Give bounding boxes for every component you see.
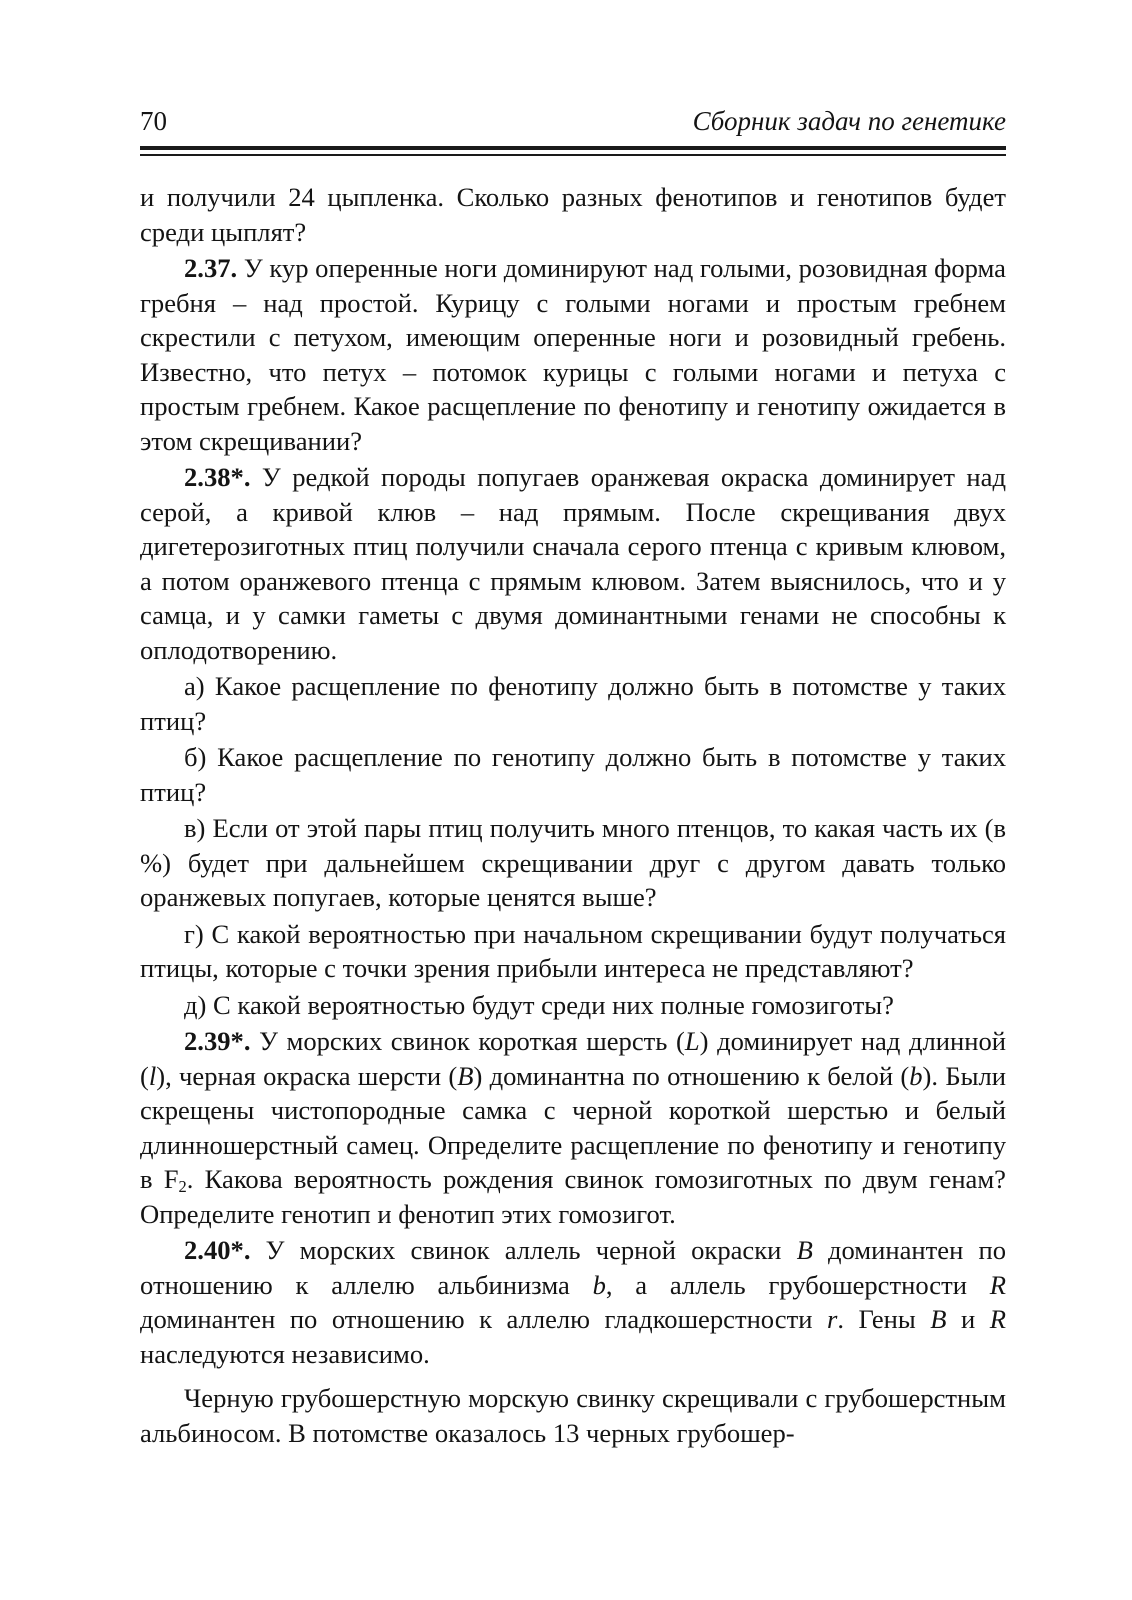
allele-symbol: B [796,1235,813,1265]
subquestion-text: г) С какой вероятностью при начальном скрещивании будут получаться птицы, которые с точки зрения прибыли интереса не представляют? [140,918,1006,983]
subquestion-g [140,917,1006,986]
header-rule-thick [140,146,1006,150]
problem-number: 2.38*. [184,462,251,492]
text-run: доминантен по отношению к аллелю гладкошерстности [140,1304,827,1334]
text-run: и [946,1304,990,1334]
allele-symbol: B [930,1304,947,1334]
text-run: ) доминирует над длинной ( [140,1026,1006,1091]
allele-symbol: B [457,1060,474,1091]
text-run: ) доминантна по отношению к белой ( [473,1060,910,1091]
page-content [140,180,1006,1450]
subquestion-b [140,740,1006,809]
allele-symbol: R [989,1269,1006,1300]
subquestion-text: д) С какой вероятностью будут среди них полные гомозиготы? [184,989,894,1020]
header-rule-thin [140,154,1006,156]
subquestion-d [140,988,1006,1023]
subquestion-a [140,669,1006,738]
problem-2-38 [140,460,1006,667]
problem-number: 2.40*. [184,1235,251,1265]
text-run: наследуются независимо. [140,1338,430,1369]
subquestion-text: а) Какое расщепление по фенотипу должно быть в потомстве у таких птиц? [140,671,1006,736]
paragraph-continuation [140,180,1006,249]
running-title: Сборник задач по генетике [692,106,1006,136]
subquestion-v [140,811,1006,915]
text-run: , а аллель грубошерстности [605,1269,990,1300]
text-run: . Какова вероятность рождения свинок гомозиготных по двум генам? Определите генотип и фенотип этих гомозигот. [140,1164,1006,1229]
text-run: . Гены [837,1304,931,1334]
allele-symbol: b [909,1060,923,1091]
allele-symbol: R [989,1304,1007,1334]
text-run: У морских свинок короткая шерсть ( [250,1026,685,1056]
problem-2-40-continuation [140,1381,1006,1450]
subquestion-text: б) Какое расщепление по генотипу должно быть в потомстве у таких птиц? [140,742,1006,807]
problem-number: 2.39*. [184,1026,251,1056]
allele-symbol: l [148,1060,157,1091]
problem-2-37 [140,251,1006,458]
subquestion-text: в) Если от этой пары птиц получить много птенцов, то какая часть их (в %) будет при дальнейшем скрещивании друг с другом давать только оранжевых попугаев, которые ценятся выше? [140,813,1006,912]
problem-text: У кур оперенные ноги доминируют над голыми, розовидная форма гребня – над простой. Курицу с голыми ногами и простым гребнем скрестили с петухом, имеющим оперенные ноги и розовидный гребень. Известно, что петух – потомок курицы с голыми ногами и петуха с простым гребнем. Какое расщепление по фенотипу и генотипу ожидается в этом скрещивании? [140,253,1006,456]
text-run: ), черная окраска шерсти ( [156,1060,458,1091]
generation-subscript: 2 [178,1177,187,1197]
page-header [140,106,1006,142]
paragraph-text: Черную грубошерстную морскую свинку скрещивали с грубошерстным альбиносом. В потомстве оказалось 13 черных грубошер- [140,1383,1006,1448]
text-run: У морских свинок аллель черной окраски [250,1235,797,1265]
text-run: ). Были скрещены чистопородные самка с черной короткой шерстью и белый длинношерстный самец. Определите расщепление по фенотипу и генотипу в F [140,1060,1006,1194]
allele-symbol: L [684,1026,700,1056]
page-number: 70 [140,106,167,136]
problem-2-39 [140,1024,1006,1231]
problem-number: 2.37. [184,253,238,283]
problem-2-40 [140,1233,1006,1371]
problem-text: У редкой породы попугаев оранжевая окраска доминирует над серой, а кривой клюв – над прямым. После скрещивания двух дигетерозиготных птиц получили сначала серого птенца с кривым клювом, а потом оранжевого птенца с прямым клювом. Затем выяснилось, что и у самца, и у самки гаметы с двумя доминантными генами не способны к оплодотворению. [140,462,1006,665]
allele-symbol: r [826,1304,838,1334]
allele-symbol: b [592,1269,606,1300]
paragraph-text: и получили 24 цыпленка. Сколько разных фенотипов и генотипов будет среди цыплят? [140,182,1006,247]
text-run: доминантен по отношению к аллелю альбинизма [140,1235,1006,1300]
